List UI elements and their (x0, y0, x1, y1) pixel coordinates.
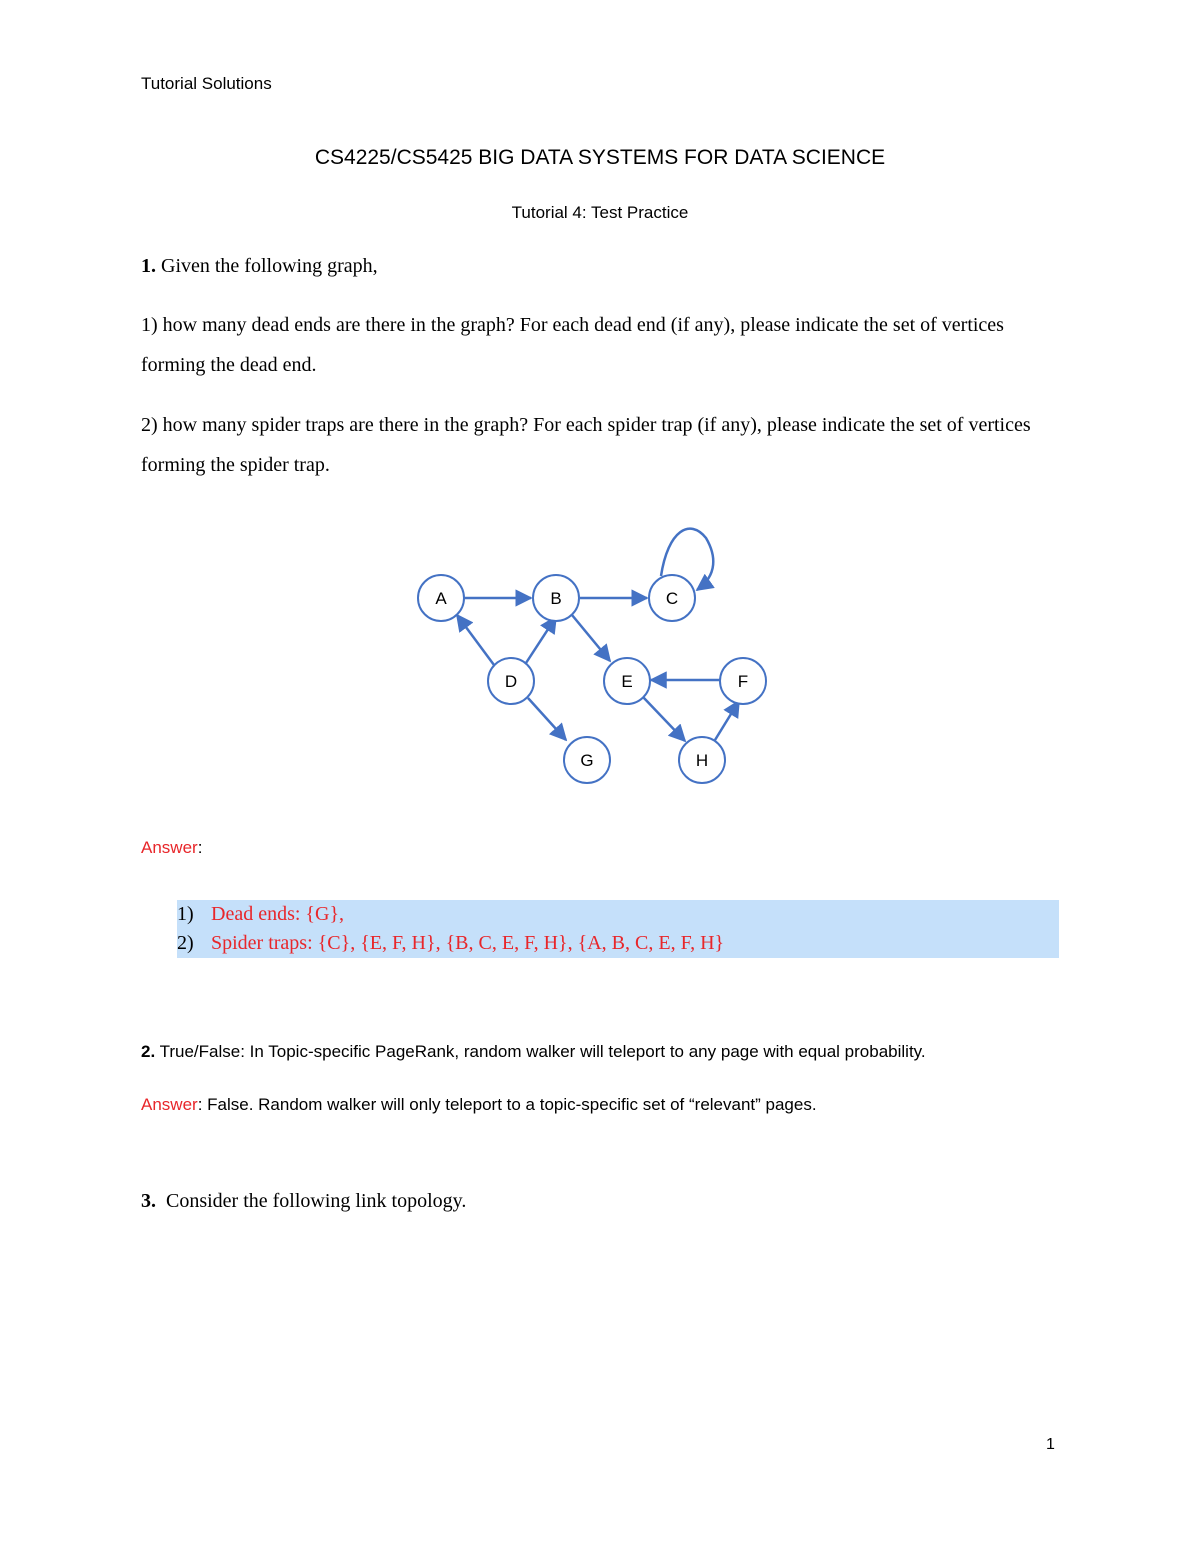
node-f-label: F (737, 672, 749, 691)
node-g-label: G (580, 751, 594, 770)
question-3-text: Consider the following link topology. (166, 1190, 467, 1212)
edge-d-b (526, 617, 556, 663)
question-1-number: 1. (141, 255, 156, 277)
question-1-intro-text: Given the following graph, (161, 255, 378, 277)
answer-label-text: Answer (141, 838, 198, 857)
question-2-text: True/False: In Topic-specific PageRank, random walker will teleport to any page with equal probability. (159, 1042, 926, 1061)
answer-item-number: 1) (177, 903, 194, 925)
question-1-part-1: 1) how many dead ends are there in the graph? For each dead end (if any), please indicate the set of vertices forming the dead end. (141, 314, 1004, 376)
document-title: CS4225/CS5425 BIG DATA SYSTEMS FOR DATA SCIENCE (314, 146, 886, 169)
question-1-answer-box (177, 900, 1059, 958)
node-c-label: C (665, 589, 679, 608)
node-a-label: A (435, 589, 447, 608)
page-number: 1 (1046, 1436, 1055, 1453)
header-label: Tutorial Solutions (141, 74, 272, 93)
question-2-answer-text: : False. Random walker will only teleport to a topic-specific set of “relevant” pages. (197, 1095, 817, 1114)
question-2-answer (141, 1095, 817, 1115)
node-b-label: B (550, 589, 562, 608)
question-2-answer-label: Answer (141, 1095, 198, 1114)
question-1-graph (380, 520, 800, 800)
node-d-label: D (504, 672, 518, 691)
answer-item-text: Spider traps: {C}, {E, F, H}, {B, C, E, F, H}, {A, B, C, E, F, H} (211, 932, 725, 954)
edge-b-e (572, 615, 610, 661)
question-1-part-2: 2) how many spider traps are there in the graph? For each spider trap (if any), please indicate the set of vertices forming the spider trap. (141, 414, 1031, 476)
answer-label-colon: : (197, 838, 203, 857)
node-e-label: E (621, 672, 633, 691)
question-3 (141, 1190, 466, 1213)
question-1-intro (141, 246, 378, 286)
edge-h-f (715, 701, 739, 740)
question-1-answer-label (141, 838, 202, 858)
question-2 (141, 1042, 926, 1062)
edge-d-a (457, 615, 494, 665)
edge-d-g (528, 698, 566, 740)
question-2-number: 2. (141, 1042, 156, 1061)
document-subtitle: Tutorial 4: Test Practice (511, 203, 689, 222)
answer-item-number: 2) (177, 932, 194, 954)
edge-e-h (643, 697, 685, 741)
answer-item-text: Dead ends: {G}, (211, 903, 345, 925)
node-h-label: H (695, 751, 709, 770)
question-3-number: 3. (141, 1190, 156, 1212)
